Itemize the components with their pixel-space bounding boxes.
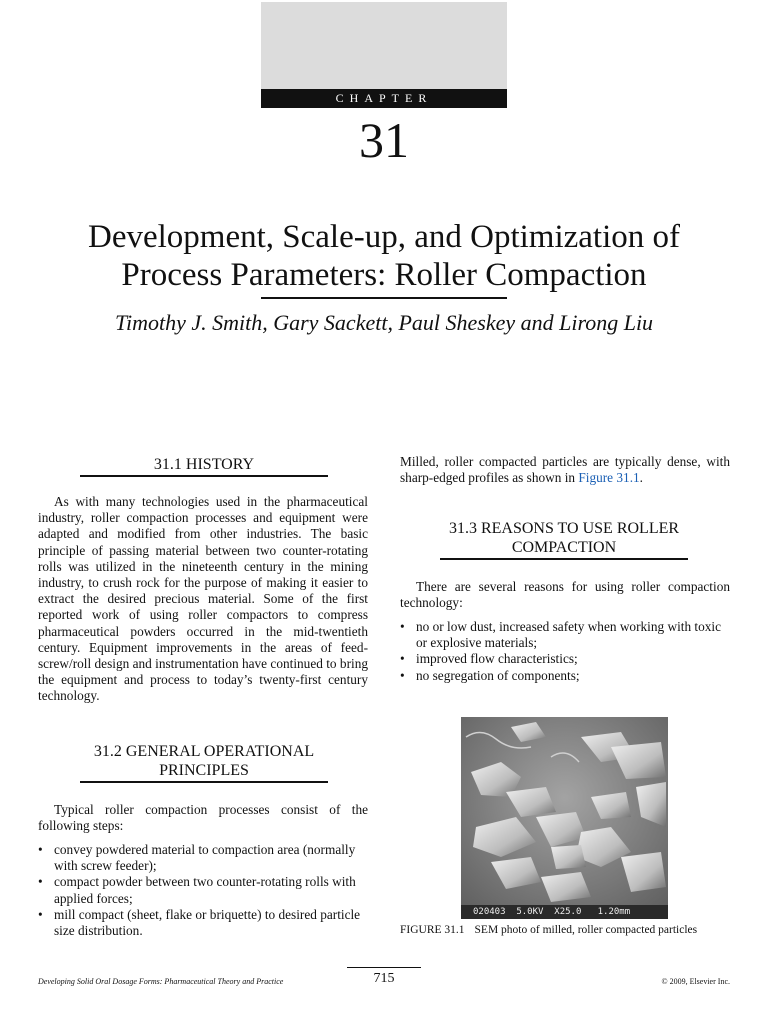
page-number: 715 <box>373 971 395 986</box>
sem-particles-image <box>461 717 668 919</box>
figure-link[interactable]: Figure 31.1 <box>578 470 640 486</box>
footer-book-title: Developing Solid Oral Dosage Forms: Pharmaceutical Theory and Practice <box>38 977 284 986</box>
list-item: • no segregation of components; <box>400 667 580 683</box>
chapter-title <box>30 218 738 294</box>
chapter-header-box <box>261 2 507 89</box>
section-heading-reasons <box>420 519 708 557</box>
sem-readout: 020403 5.0KV X25.0 1.20mm <box>473 907 631 917</box>
section-rule <box>80 475 328 477</box>
history-paragraph: As with many technologies used in the pharmaceutical industry, roller compaction processes and equipment were adapted and modified from other industries. The basic principle of passing material between two counter-rotating rolls was utilized in the nineteenth century in the mining industry, to crush rock for the purpose of making it easier to extract the desired precious material. Some of the first reported work of using roller compactors to compress pharmaceutical powders occurred in the mid-twentieth century. Equipment improvements in the areas of feed-screw/roll design and instrumentation have continued to bring the equipment and process to today’s twenty-first century technology. <box>38 494 368 704</box>
list-item: • compact powder between two counter-rotating rolls with applied forces; <box>38 874 356 906</box>
chapter-label: CHAPTER <box>261 89 507 108</box>
figure-caption <box>400 924 740 936</box>
section-heading-line: 31.3 REASONS TO USE ROLLER <box>448 520 680 537</box>
general-principles-paragraph: Typical roller compaction processes consist of the following steps: <box>38 802 368 834</box>
figure-caption-text: SEM photo of milled, roller compacted particles <box>474 924 698 936</box>
list-item: • mill compact (sheet, flake or briquette) to desired particle size distribution. <box>38 906 361 939</box>
list-item: • improved flow characteristics; <box>400 651 578 667</box>
figure-label: FIGURE 31.1 <box>400 924 465 936</box>
chapter-number: 31 <box>359 112 409 168</box>
section-rule <box>80 781 328 783</box>
title-rule <box>261 297 507 299</box>
footer-copyright: © 2009, Elsevier Inc. <box>661 977 730 986</box>
section-heading-line: 31.2 GENERAL OPERATIONAL <box>93 743 315 760</box>
section-heading-general-principles <box>60 742 348 780</box>
list-item: • convey powdered material to compaction area (normally with screw feeder); <box>38 842 356 874</box>
list-item: • no or low dust, increased safety when working with toxic or explosive materials; <box>400 619 722 651</box>
section-heading-line: PRINCIPLES <box>159 762 249 779</box>
section-heading-history: 31.1 HISTORY <box>153 456 255 473</box>
steps-list <box>38 842 368 939</box>
authors: Timothy J. Smith, Gary Sackett, Paul Sheskey and Lirong Liu <box>114 310 654 335</box>
figure-intro-paragraph: Milled, roller compacted particles are typically dense, with sharp-edged profiles as shown in Figure 31.1. <box>400 454 730 486</box>
reasons-list <box>400 619 730 684</box>
chapter-title-line-1: Development, Scale-up, and Optimization of <box>87 219 680 255</box>
footer-rule <box>347 967 421 968</box>
sem-photo <box>461 717 668 919</box>
section-rule <box>440 558 688 560</box>
section-heading-line: COMPACTION <box>511 539 617 556</box>
reasons-paragraph: There are several reasons for using roller compaction technology: <box>400 579 730 611</box>
chapter-title-line-2: Process Parameters: Roller Compaction <box>121 257 647 293</box>
